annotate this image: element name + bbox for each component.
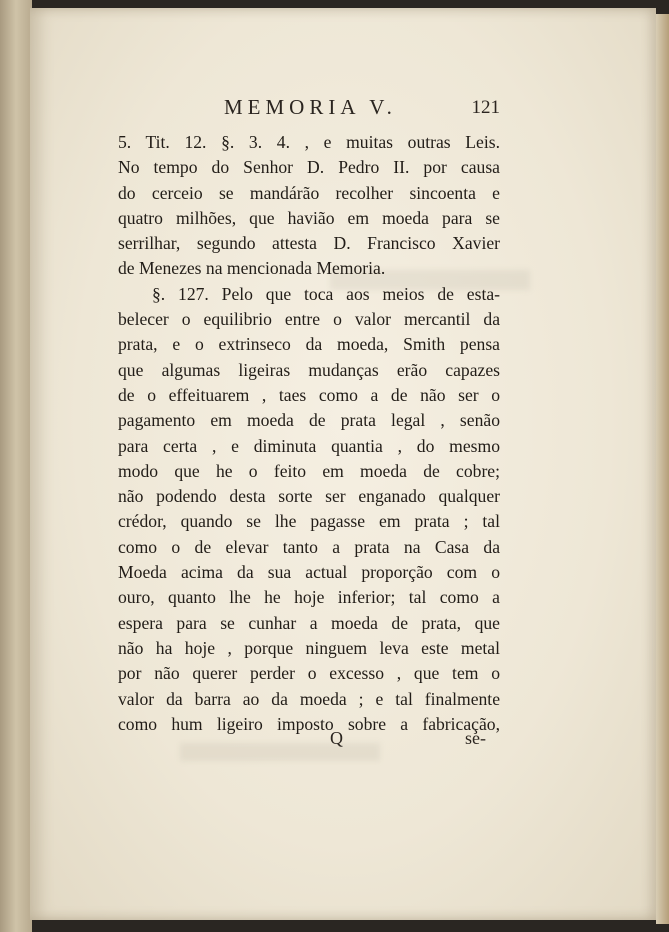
text-line: de Menezes na mencionada Memoria.: [118, 258, 386, 279]
text-line: que algumas ligeiras mudanças erão capazes: [118, 359, 500, 380]
text-line: valor da barra ao da moeda ; e tal finalmente: [118, 688, 500, 709]
text-line: No tempo do Senhor D. Pedro II. por causa: [118, 157, 500, 178]
book-page-edges-right: [656, 14, 669, 924]
text-line: belecer o equilibrio entre o valor mercantil da: [118, 309, 500, 330]
text-line: quatro milhões, que havião em moeda para se: [118, 207, 500, 228]
body-text: [118, 130, 500, 737]
text-line: para certa , e diminuta quantia , do mesmo: [118, 435, 500, 456]
text-line: espera para se cunhar a moeda de prata, que: [118, 612, 500, 633]
page-number: 121: [471, 97, 500, 118]
text-line: de o effeituarem , taes como a de não ser o: [118, 384, 500, 405]
text-line: não ha hoje , porque ninguem leva este metal: [118, 637, 500, 658]
paragraph-start-line: §. 127. Pelo que toca aos meios de esta-: [152, 283, 500, 304]
text-line: crédor, quando se lhe pagasse em prata ; tal: [118, 511, 500, 532]
text-line: como hum ligeiro imposto sobre a fabricação,: [118, 713, 500, 734]
text-line: Moeda acima da sua actual proporção com o: [118, 562, 500, 583]
text-line: prata, e o extrinseco da moeda, Smith pensa: [118, 334, 500, 355]
text-line: 5. Tit. 12. §. 3. 4. , e muitas outras Leis.: [118, 132, 500, 152]
page-footer: [118, 728, 500, 758]
text-line: ouro, quanto lhe he hoje inferior; tal como a: [118, 587, 500, 608]
text-line: serrilhar, segundo attesta D. Francisco Xavier: [118, 233, 500, 254]
text-line: modo que he o feito em moeda de cobre;: [118, 460, 500, 481]
text-line: não podendo desta sorte ser enganado qualquer: [118, 486, 500, 507]
book-gutter-left: [0, 0, 32, 932]
text-line: do cerceio se mandárão recolher sincoenta e: [118, 182, 500, 203]
catchword: se-: [465, 728, 486, 748]
text-line: como o de elevar tanto a prata na Casa da: [118, 536, 500, 557]
running-header: [120, 95, 500, 125]
text-line: pagamento em moeda de prata legal , senão: [118, 410, 500, 431]
running-title: MEMORIA V.: [224, 95, 397, 119]
signature-mark: Q: [330, 728, 343, 748]
text-line: por não querer perder o excesso , que tem o: [118, 663, 500, 684]
